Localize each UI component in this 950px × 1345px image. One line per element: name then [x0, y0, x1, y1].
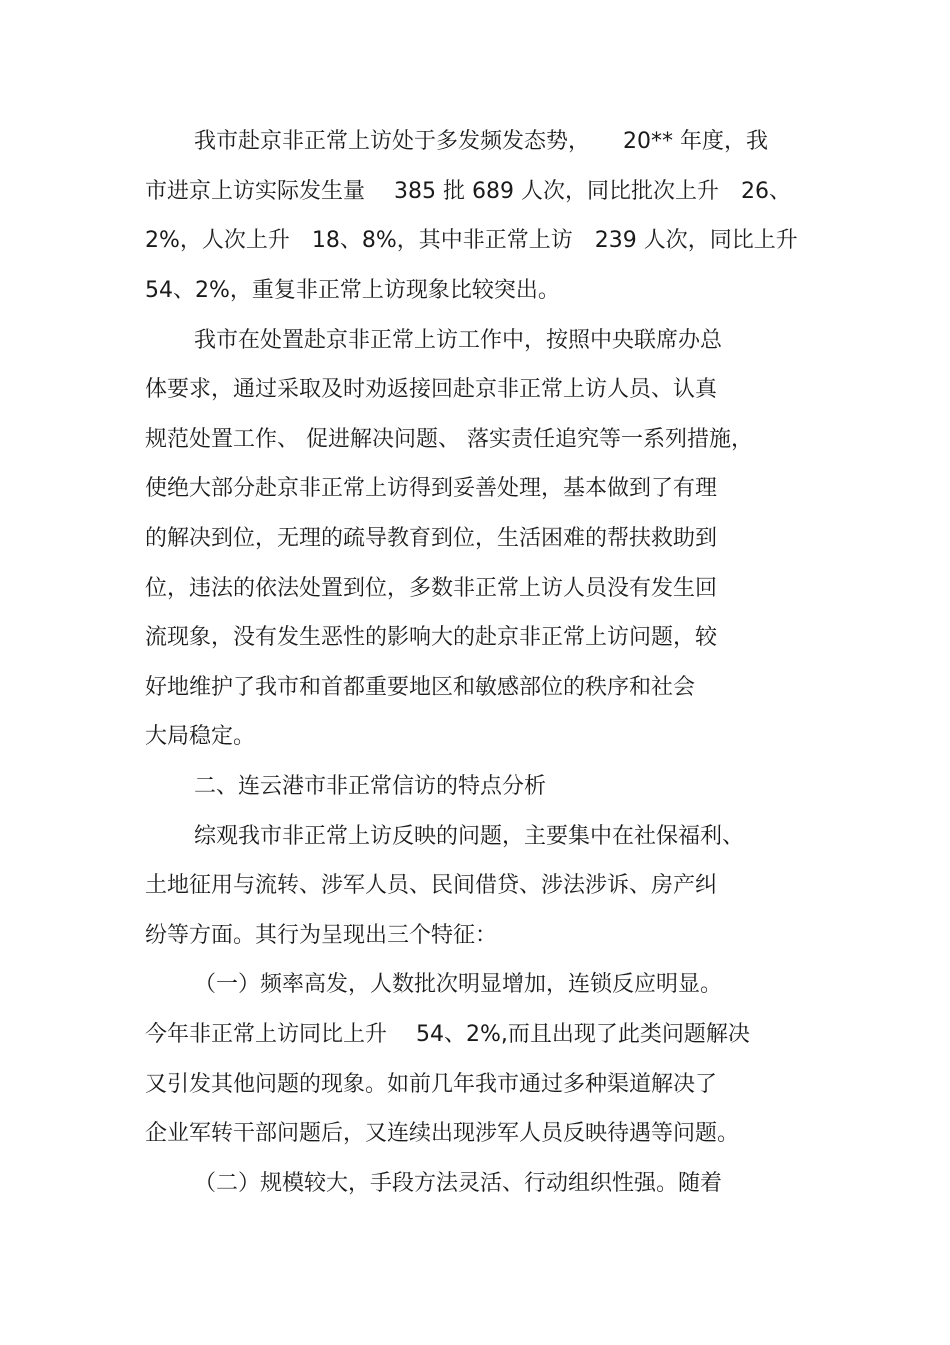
text-line: 大局稳定。	[145, 724, 256, 749]
subheading-line: （二）规模较大，手段方法灵活、行动组织性强。随着	[194, 1171, 723, 1196]
text-line: 2%，人次上升 18、8%，其中非正常上访 239 人次，同比上升	[145, 228, 798, 253]
text-line: 我市在处置赴京非正常上访工作中，按照中央联席办总	[194, 328, 723, 353]
subheading-line: （一）频率高发，人数批次明显增加，连锁反应明显。	[194, 972, 723, 997]
text-line: 土地征用与流转、涉军人员、民间借贷、涉法涉诉、房产纠	[145, 873, 718, 898]
text-line: 54、2%，重复非正常上访现象比较突出。	[145, 278, 560, 303]
text-line: 规范处置工作、 促进解决问题、 落实责任追究等一系列措施，	[145, 427, 753, 452]
text-line: 好地维护了我市和首都重要地区和敏感部位的秩序和社会	[145, 675, 696, 700]
text-line: 今年非正常上访同比上升 54、2%,而且出现了此类问题解决	[145, 1022, 750, 1047]
section-heading: 二、连云港市非正常信访的特点分析	[194, 774, 547, 799]
text-line: 的解决到位，无理的疏导教育到位，生活困难的帮扶救助到	[145, 526, 718, 551]
text-line: 体要求，通过采取及时劝返接回赴京非正常上访人员、认真	[145, 377, 718, 402]
text-line: 综观我市非正常上访反映的问题，主要集中在社保福利、	[194, 824, 745, 849]
text-line: 位，违法的依法处置到位，多数非正常上访人员没有发生回	[145, 576, 718, 601]
text-line: 使绝大部分赴京非正常上访得到妥善处理，基本做到了有理	[145, 476, 718, 501]
text-line: 流现象，没有发生恶性的影响大的赴京非正常上访问题，较	[145, 625, 718, 650]
text-line: 企业军转干部问题后，又连续出现涉军人员反映待遇等问题。	[145, 1121, 740, 1146]
text-line: 市进京上访实际发生量 385 批 689 人次，同比批次上升 26、	[145, 179, 791, 204]
text-line: 又引发其他问题的现象。如前几年我市通过多种渠道解决了	[145, 1072, 718, 1097]
text-line: 纷等方面。其行为呈现出三个特征：	[145, 923, 498, 948]
text-line: 我市赴京非正常上访处于多发频发态势， 20** 年度，我	[194, 129, 768, 154]
